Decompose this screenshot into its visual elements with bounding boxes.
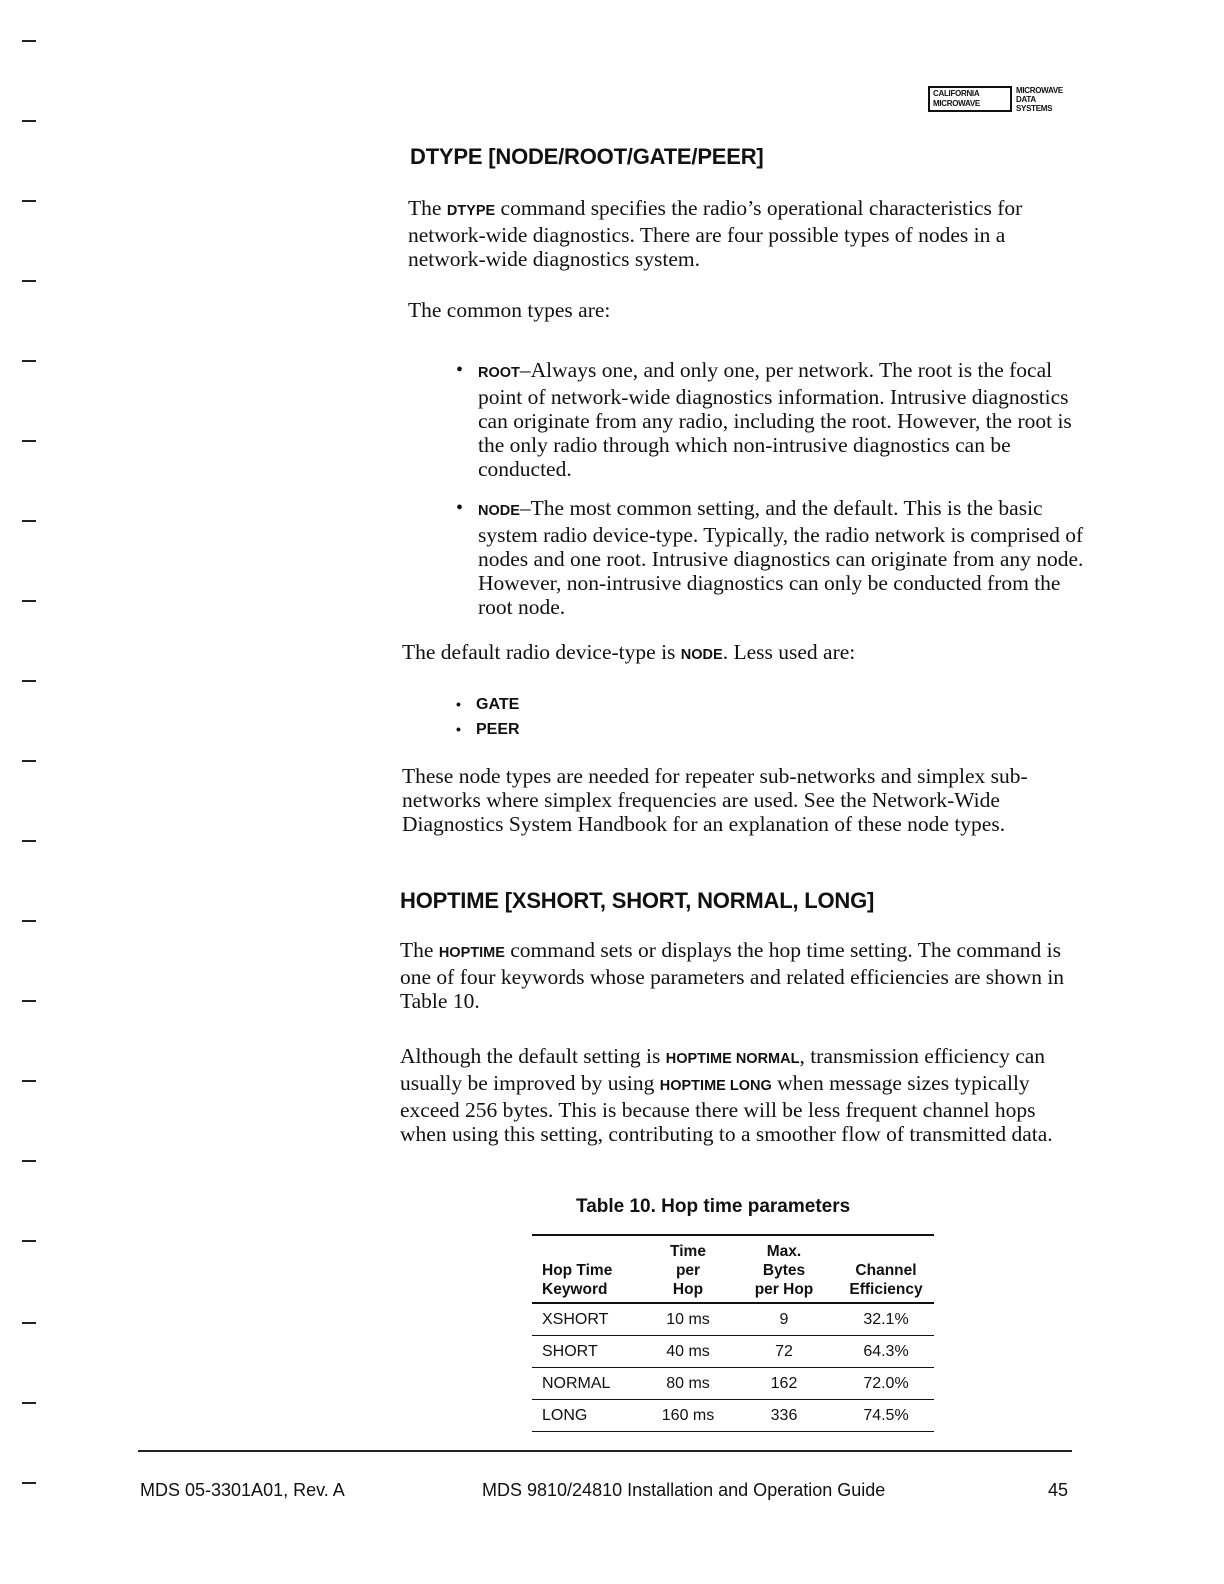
less-used-list bbox=[456, 692, 520, 742]
footer-guide-title: MDS 9810/24810 Installation and Operation Guide bbox=[482, 1480, 886, 1500]
cell-efficiency: 64.3% bbox=[838, 1336, 934, 1368]
command-keyword: HOPTIME LONG bbox=[659, 1078, 772, 1094]
header-time bbox=[646, 1235, 730, 1303]
list-item bbox=[456, 692, 520, 717]
table-header-row bbox=[532, 1235, 934, 1303]
cell-time: 80 ms bbox=[646, 1368, 730, 1400]
header-text: Time bbox=[670, 1243, 706, 1260]
hoptime-heading: HOPTIME [XSHORT, SHORT, NORMAL, LONG] bbox=[400, 888, 875, 913]
cell-bytes: 9 bbox=[730, 1303, 838, 1336]
cell-keyword: SHORT bbox=[532, 1336, 646, 1368]
cell-keyword: LONG bbox=[532, 1400, 646, 1432]
logo-text bbox=[1016, 86, 1063, 113]
list-item bbox=[456, 717, 520, 742]
footer-rule bbox=[138, 1450, 1072, 1452]
bullet-icon: • bbox=[456, 696, 461, 712]
hoptime-default-paragraph bbox=[400, 1044, 1080, 1146]
cell-bytes: 162 bbox=[730, 1368, 838, 1400]
header-text: per bbox=[675, 1262, 701, 1279]
dtype-intro-paragraph bbox=[408, 196, 1088, 271]
header-text: Hop Time bbox=[542, 1262, 613, 1279]
list-item-label: GATE bbox=[476, 696, 520, 713]
command-keyword: DTYPE bbox=[446, 203, 496, 219]
command-keyword: HOPTIME NORMAL bbox=[665, 1051, 800, 1067]
hop-time-table bbox=[532, 1234, 934, 1432]
table-title: Table 10. Hop time parameters bbox=[576, 1196, 851, 1217]
bullet-text: –The most common setting, and the default. This is the basic system radio device-type. Typically, the radio network is comprised of nodes and one root. Intrusive diagnostics can originate from any node. However, non-intrusive diagnostics can only be conducted from the root node. bbox=[478, 496, 1084, 619]
header-text: Bytes bbox=[762, 1262, 806, 1279]
list-item bbox=[456, 496, 1086, 619]
cell-efficiency: 72.0% bbox=[838, 1368, 934, 1400]
company-logo bbox=[928, 86, 1070, 116]
list-item bbox=[456, 358, 1086, 481]
logo-box-line2: MICROWAVE bbox=[933, 99, 980, 108]
bullet-node bbox=[456, 496, 1086, 619]
bullet-term: NODE bbox=[478, 503, 520, 519]
default-type-paragraph bbox=[402, 640, 855, 667]
cell-bytes: 336 bbox=[730, 1400, 838, 1432]
logo-box-line1: CALIFORNIA bbox=[933, 89, 980, 98]
header-bytes bbox=[730, 1235, 838, 1303]
text-run: , transmission efficiency can usually be improved by using bbox=[400, 1044, 1046, 1095]
node-types-paragraph: These node types are needed for repeater sub-networks and simplex sub-networks where simplex frequencies are used. See the Network-Wide Diagnostics System Handbook for an explanation of these node types. bbox=[402, 764, 1028, 836]
logo-text-line1: MICROWAVE bbox=[1016, 86, 1063, 95]
bullet-root bbox=[456, 358, 1086, 481]
text-run: command sets or displays the hop time setting. The command is one of four keywords whose parameters and related efficiencies are shown in Table 10. bbox=[400, 938, 1065, 1013]
text-run: Although the default setting is bbox=[400, 1044, 666, 1068]
cell-keyword: XSHORT bbox=[532, 1303, 646, 1336]
text-run: command specifies the radio’s operational characteristics for network-wide diagnostics. There are four possible types of nodes in a network-wide diagnostics system. bbox=[408, 196, 1023, 271]
page-number: 45 bbox=[1048, 1480, 1069, 1500]
text-run: The default radio device-type is bbox=[402, 640, 681, 664]
cell-time: 10 ms bbox=[646, 1303, 730, 1336]
bullet-icon: • bbox=[456, 497, 464, 519]
footer-doc-number: MDS 05-3301A01, Rev. A bbox=[140, 1480, 345, 1500]
cell-time: 40 ms bbox=[646, 1336, 730, 1368]
text-run: when message sizes typically exceed 256 bytes. This is because there will be less frequent channel hops when using this setting, contributing to a smoother flow of transmitted data. bbox=[400, 1071, 1053, 1146]
command-keyword: HOPTIME bbox=[438, 945, 505, 961]
text-run: The bbox=[400, 938, 439, 962]
table-row bbox=[532, 1303, 934, 1336]
logo-box bbox=[928, 86, 1012, 112]
header-text: Max. bbox=[766, 1243, 802, 1260]
header-keyword bbox=[532, 1235, 646, 1303]
bullet-icon: • bbox=[456, 359, 464, 381]
cell-keyword: NORMAL bbox=[532, 1368, 646, 1400]
dtype-heading: DTYPE [NODE/ROOT/GATE/PEER] bbox=[410, 144, 764, 169]
cell-efficiency: 74.5% bbox=[838, 1400, 934, 1432]
bullet-text: –Always one, and only one, per network. The root is the focal point of network-wide diagnostics information. Intrusive diagnostics can originate from any radio, including the root. However, the root is the only radio through which non-intrusive diagnostics can be conducted. bbox=[478, 358, 1072, 481]
header-text: per Hop bbox=[754, 1281, 814, 1298]
bullet-term: ROOT bbox=[478, 365, 520, 381]
header-text: Efficiency bbox=[849, 1281, 923, 1298]
common-types-paragraph: The common types are: bbox=[408, 298, 611, 322]
list-item-label: PEER bbox=[476, 721, 520, 738]
bullet-icon: • bbox=[456, 721, 461, 737]
text-run: The bbox=[408, 196, 447, 220]
table-row bbox=[532, 1336, 934, 1368]
cell-bytes: 72 bbox=[730, 1336, 838, 1368]
header-text: Keyword bbox=[542, 1281, 608, 1298]
hoptime-intro-paragraph bbox=[400, 938, 1080, 1013]
cell-time: 160 ms bbox=[646, 1400, 730, 1432]
table-row bbox=[532, 1368, 934, 1400]
text-run: . Less used are: bbox=[722, 640, 856, 664]
table-row bbox=[532, 1400, 934, 1432]
logo-text-line2: DATA bbox=[1016, 95, 1036, 104]
margin-marks bbox=[22, 0, 52, 1584]
header-text: Channel bbox=[855, 1262, 917, 1279]
header-text: Hop bbox=[672, 1281, 704, 1298]
logo-text-line3: SYSTEMS bbox=[1016, 104, 1053, 113]
command-keyword: NODE bbox=[680, 647, 723, 663]
header-efficiency bbox=[838, 1235, 934, 1303]
cell-efficiency: 32.1% bbox=[838, 1303, 934, 1336]
